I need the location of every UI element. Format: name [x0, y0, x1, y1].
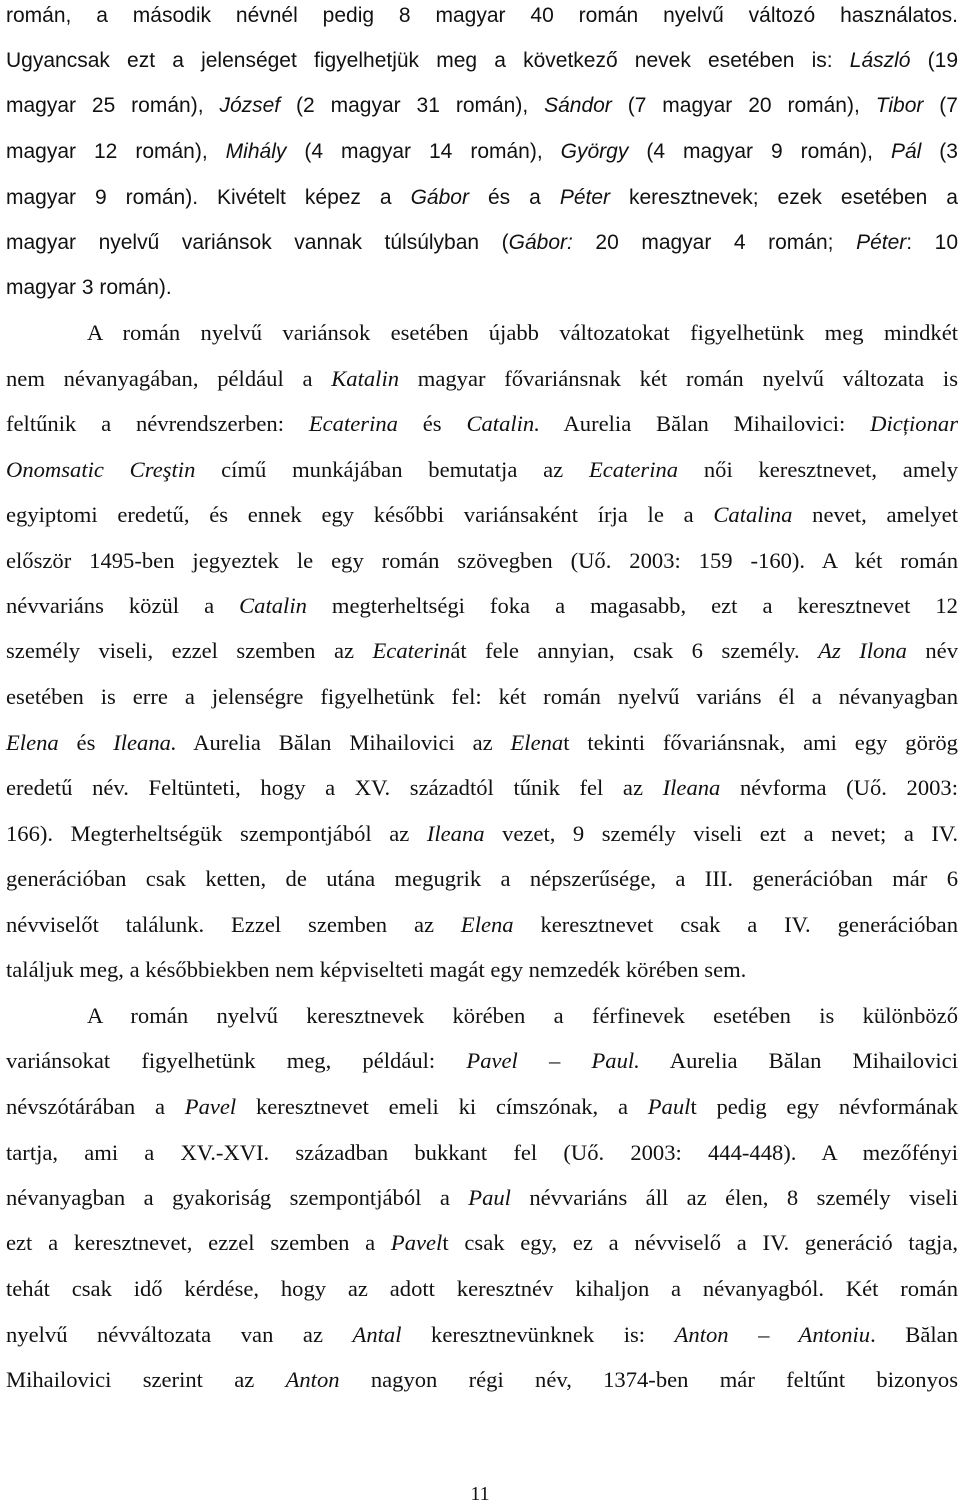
text-run: (7 magyar 20 román),: [611, 94, 876, 117]
text-run: nevet, amelyet: [792, 502, 958, 527]
text-run: A román nyelvű variánsok esetében újabb változatokat figyelhetünk meg mindkét: [87, 320, 958, 345]
italic-name: Ileana: [662, 775, 721, 800]
text-run: keresztnevek; ezek esetében a: [610, 186, 958, 209]
italic-name: Catalin: [239, 593, 307, 618]
text-run: nem névanyagában, például a: [6, 366, 332, 391]
text-line: [6, 1228, 958, 1258]
text-line: [6, 591, 958, 621]
italic-name: Anton – Antoniu: [674, 1322, 871, 1347]
italic-name: Mihály: [225, 140, 287, 163]
text-run: Ugyancsak ezt a jelenséget figyelhetjük meg a következő nevek esetében is:: [6, 49, 850, 72]
text-line: [87, 1001, 958, 1031]
italic-name: Katalin: [331, 366, 400, 391]
text-run: . Bălan: [870, 1322, 958, 1347]
text-run: Mihailovici szerint az: [6, 1367, 286, 1392]
text-line: [6, 864, 958, 894]
text-run: névszótárában a: [6, 1094, 185, 1119]
italic-name: Az Ilona: [818, 638, 907, 663]
text-line: [6, 136, 958, 166]
text-run: t csak egy, ez a névviselő a IV. generáció tagja,: [442, 1230, 958, 1255]
text-run: feltűnik a névrendszerben:: [6, 411, 309, 436]
text-line: [6, 0, 958, 30]
text-run: vezet, 9 személy viseli ezt a nevet; a IV.: [484, 821, 958, 846]
text-line: [6, 1183, 958, 1213]
text-run: névforma (Uő. 2003:: [720, 775, 958, 800]
text-line: [6, 45, 958, 75]
text-run: magyar fővariánsnak két román nyelvű változata is: [399, 366, 959, 391]
text-line: [6, 1092, 958, 1122]
text-run: magyar 25 román),: [6, 94, 220, 117]
italic-name: Elena: [6, 730, 59, 755]
italic-name: Ileana: [426, 821, 485, 846]
italic-name: Elena: [460, 912, 514, 937]
text-run: Aurelia Bălan Mihailovici az: [176, 730, 511, 755]
italic-name: Pál: [890, 140, 922, 163]
text-run: nagyon régi név, 1374-ben már feltűnt bizonyos: [339, 1367, 958, 1392]
text-run: (2 magyar 31 román),: [280, 94, 545, 117]
text-run: névvariáns közül a: [6, 593, 240, 618]
text-run: keresztnevet csak a IV. generációban: [513, 912, 958, 937]
text-line: [6, 227, 958, 257]
italic-name: Ileana.: [113, 730, 177, 755]
italic-name: Pavel: [390, 1230, 443, 1255]
text-run: Aurelia Bălan Mihailovici:: [539, 411, 871, 436]
text-run: 20 magyar 4 román;: [572, 231, 857, 254]
text-run: keresztnevet emeli ki címszónak, a: [236, 1094, 648, 1119]
text-line: [6, 773, 958, 803]
text-line: [6, 682, 958, 712]
text-line: [6, 636, 958, 666]
text-run: magyar nyelvű variánsok vannak túlsúlyban (: [6, 231, 509, 254]
text-run: ezt a keresztnevet, ezzel szemben a: [6, 1230, 391, 1255]
text-run: (7: [923, 94, 958, 117]
italic-name: László: [849, 49, 911, 72]
text-run: először 1495-ben jegyeztek le egy román szövegben (Uő. 2003: 159 -160). A két román: [6, 548, 958, 573]
italic-name: Ecaterin: [372, 638, 451, 663]
italic-name: Sándor: [544, 94, 612, 117]
italic-name: Catalin.: [466, 411, 540, 436]
text-run: és a: [468, 186, 560, 209]
text-line: [6, 1320, 958, 1350]
text-run: (3: [921, 140, 958, 163]
text-run: t pedig egy névformának: [690, 1094, 959, 1119]
italic-name: József: [219, 94, 281, 117]
text-run: nyelvű névváltozata van az: [6, 1322, 353, 1347]
page-number: 11: [470, 1483, 490, 1505]
text-line: [6, 455, 958, 485]
italic-name: Elena: [510, 730, 564, 755]
text-line: [6, 1274, 958, 1304]
italic-name: Paul: [647, 1094, 691, 1119]
text-run: egyiptomi eredetű, és ennek egy későbbi variánsaként írja le a: [6, 502, 714, 527]
text-line: [6, 728, 958, 758]
text-run: eredetű név. Feltünteti, hogy a XV. századtól tűnik fel az: [6, 775, 663, 800]
text-run: variánsokat figyelhetünk meg, például:: [6, 1048, 467, 1073]
text-run: Aurelia Bălan Mihailovici: [639, 1048, 958, 1073]
text-run: : 10: [906, 231, 959, 254]
italic-name: Gábor:: [508, 231, 573, 254]
text-line: [6, 409, 958, 439]
text-run: t tekinti fővariánsnak, ami egy görög: [563, 730, 958, 755]
italic-name: Péter: [559, 186, 611, 209]
text-run: névanyagban a gyakoriság szempontjából a: [6, 1185, 469, 1210]
italic-name: Catalina: [713, 502, 793, 527]
text-line: [6, 1046, 958, 1076]
italic-name: Péter: [856, 231, 907, 254]
text-run: (19: [910, 49, 959, 72]
text-run: át fele annyian, csak 6 személy.: [450, 638, 819, 663]
text-run: A román nyelvű keresztnevek körében a férfinevek esetében is különböző: [87, 1003, 958, 1028]
text-run: és: [58, 730, 114, 755]
text-run: 166). Megterheltségük szempontjából az: [6, 821, 427, 846]
italic-name: Ecaterina: [588, 457, 679, 482]
text-line: [6, 364, 958, 394]
text-run: című munkájában bemutatja az: [195, 457, 589, 482]
text-line: [6, 910, 958, 940]
text-line: [6, 500, 958, 530]
text-run: magyar 9 román). Kivételt képez a: [6, 186, 411, 209]
text-run: név: [906, 638, 959, 663]
text-run: (4 magyar 9 román),: [628, 140, 891, 163]
text-run: tehát csak idő kérdése, hogy az adott keresztnév kihaljon a névanyagból. Két román: [6, 1276, 958, 1301]
text-run: találjuk meg, a későbbiekben nem képviselteti magát egy nemzedék körében sem.: [6, 957, 747, 982]
italic-name: Paul: [468, 1185, 511, 1210]
text-run: magyar 12 román),: [6, 140, 226, 163]
text-line: [6, 819, 958, 849]
italic-name: György: [560, 140, 629, 163]
text-run: megterheltségi foka a magasabb, ezt a keresztnevet 12: [306, 593, 958, 618]
text-line: [6, 1138, 958, 1168]
text-run: román, a második névnél pedig 8 magyar 40 román nyelvű változó használatos.: [6, 4, 958, 27]
text-run: névviselőt találunk. Ezzel szemben az: [6, 912, 461, 937]
text-run: (4 magyar 14 román),: [286, 140, 561, 163]
text-line: [6, 955, 958, 985]
text-line: [6, 182, 958, 212]
italic-name: Gábor: [410, 186, 469, 209]
text-run: női keresztnevet, amely: [678, 457, 959, 482]
text-run: és: [397, 411, 467, 436]
text-run: magyar 3 román).: [6, 276, 172, 299]
text-line: [6, 272, 958, 302]
text-line: [87, 318, 958, 348]
italic-name: Dicționar: [870, 411, 958, 436]
italic-name: Anton: [285, 1367, 340, 1392]
text-run: generációban csak ketten, de utána megugrik a népszerűsége, a III. generációban már 6: [6, 866, 958, 891]
text-run: tartja, ami a XV.-XVI. században bukkant fel (Uő. 2003: 444-448). A mezőfényi: [6, 1140, 958, 1165]
italic-name: Pavel: [184, 1094, 237, 1119]
text-line: [6, 90, 958, 120]
italic-name: Tibor: [875, 94, 924, 117]
text-line: [6, 1365, 958, 1395]
italic-name: Onomsatic Creştin: [6, 457, 196, 482]
italic-name: Antal: [352, 1322, 402, 1347]
text-line: [6, 546, 958, 576]
text-run: névvariáns áll az élen, 8 személy viseli: [510, 1185, 958, 1210]
text-run: keresztnevünknek is:: [401, 1322, 675, 1347]
text-run: esetében is erre a jelenségre figyelhetünk fel: két román nyelvű variáns él a névanyagban: [6, 684, 958, 709]
italic-name: Ecaterina: [308, 411, 398, 436]
text-run: személy viseli, ezzel szemben az: [6, 638, 373, 663]
italic-name: Pavel – Paul.: [466, 1048, 640, 1073]
